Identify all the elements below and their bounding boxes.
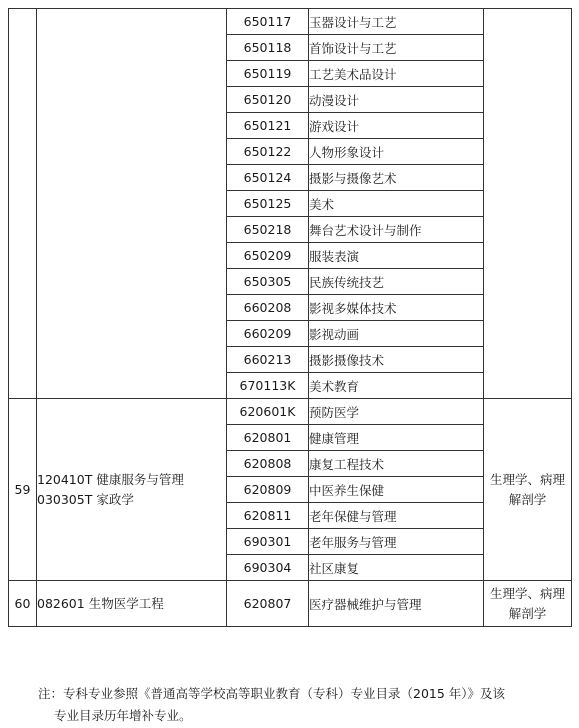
major-code: 650124 [227, 165, 309, 191]
major-name: 预防医学 [309, 399, 484, 425]
major-code: 690301 [227, 529, 309, 555]
undergrad-majors [37, 581, 227, 627]
major-name: 老年保健与管理 [309, 503, 484, 529]
major-code: 620811 [227, 503, 309, 529]
major-code: 650125 [227, 191, 309, 217]
major-code: 650122 [227, 139, 309, 165]
major-name: 医疗器械维护与管理 [309, 581, 484, 627]
major-code: 620808 [227, 451, 309, 477]
major-name: 社区康复 [309, 555, 484, 581]
undergrad-major: 082601 生物医学工程 [37, 595, 164, 611]
group-index [9, 9, 37, 399]
exam-subjects [484, 581, 572, 627]
major-name: 老年服务与管理 [309, 529, 484, 555]
major-name: 摄影摄像技术 [309, 347, 484, 373]
undergrad-major: 030305T 家政学 [37, 491, 134, 507]
footnote-line-2: 专业目录历年增补专业。 [54, 708, 192, 723]
major-code: 650118 [227, 35, 309, 61]
major-code: 620601K [227, 399, 309, 425]
major-name: 舞台艺术设计与制作 [309, 217, 484, 243]
table-row [9, 9, 572, 35]
group-index: 59 [9, 399, 37, 581]
major-code: 670113K [227, 373, 309, 399]
table-row [9, 581, 572, 627]
table-body [9, 9, 572, 627]
undergrad-majors [37, 399, 227, 581]
major-name: 人物形象设计 [309, 139, 484, 165]
major-name: 摄影与摄像艺术 [309, 165, 484, 191]
major-name: 服装表演 [309, 243, 484, 269]
major-name: 影视动画 [309, 321, 484, 347]
major-code: 620809 [227, 477, 309, 503]
major-name: 首饰设计与工艺 [309, 35, 484, 61]
major-code: 650121 [227, 113, 309, 139]
exam-subjects-text: 生理学、病理解剖学 [489, 471, 565, 507]
table-row [9, 399, 572, 425]
major-code: 620807 [227, 581, 309, 627]
undergrad-major: 120410T 健康服务与管理 [37, 471, 184, 487]
footnote [38, 683, 573, 727]
undergrad-majors [37, 9, 227, 399]
major-code: 660213 [227, 347, 309, 373]
group-index: 60 [9, 581, 37, 627]
major-catalog-table [8, 8, 572, 627]
exam-subjects-text: 生理学、病理解剖学 [489, 585, 565, 621]
major-name: 工艺美术品设计 [309, 61, 484, 87]
major-name: 健康管理 [309, 425, 484, 451]
major-code: 650120 [227, 87, 309, 113]
major-name: 游戏设计 [309, 113, 484, 139]
major-code: 620801 [227, 425, 309, 451]
major-code: 650119 [227, 61, 309, 87]
exam-subjects [484, 399, 572, 581]
major-name: 民族传统技艺 [309, 269, 484, 295]
major-name: 中医养生保健 [309, 477, 484, 503]
major-code: 660209 [227, 321, 309, 347]
major-code: 650209 [227, 243, 309, 269]
major-name: 美术 [309, 191, 484, 217]
major-code: 650305 [227, 269, 309, 295]
footnote-line-1: 注：专科专业参照《普通高等学校高等职业教育（专科）专业目录（2015 年）》及该 [38, 686, 506, 701]
major-name: 美术教育 [309, 373, 484, 399]
major-code: 660208 [227, 295, 309, 321]
major-name: 康复工程技术 [309, 451, 484, 477]
major-name: 影视多媒体技术 [309, 295, 484, 321]
major-code: 650218 [227, 217, 309, 243]
major-name: 动漫设计 [309, 87, 484, 113]
major-code: 650117 [227, 9, 309, 35]
major-code: 690304 [227, 555, 309, 581]
exam-subjects [484, 9, 572, 399]
major-name: 玉器设计与工艺 [309, 9, 484, 35]
